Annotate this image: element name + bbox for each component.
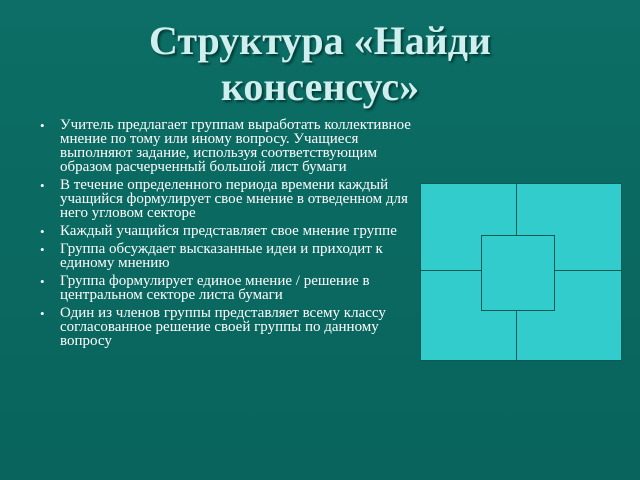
bullet-item (40, 306, 424, 348)
bullet-icon: • (40, 178, 45, 193)
bullet-item (40, 178, 424, 220)
bullet-icon: • (40, 224, 45, 239)
title-line-2: консенсус» (220, 64, 420, 109)
bullet-item (40, 118, 424, 174)
sheet-center-sector (481, 235, 555, 311)
bullet-list (40, 118, 424, 352)
bullet-icon: • (40, 306, 45, 321)
consensus-sheet-diagram (420, 183, 622, 361)
bullet-text: Учитель предлагает группам выработать коллективное мнение по тому или иному вопросу. Учащиеся выполняют задание, используя соответствующим образом расчерченный большой лист бумаги (60, 117, 411, 175)
slide-title (40, 18, 600, 110)
bullet-item (40, 274, 424, 302)
bullet-text: Группа формулирует единое мнение / решение в центральном секторе листа бумаги (60, 273, 370, 303)
bullet-text: Каждый учащийся представляет свое мнение группе (60, 223, 397, 239)
bullet-text: Группа обсуждает высказанные идеи и приходит к единому мнению (60, 241, 383, 271)
bullet-item (40, 242, 424, 270)
title-line-1: Структура «Найди (148, 18, 492, 63)
bullet-item (40, 224, 424, 238)
bullet-icon: • (40, 118, 45, 133)
bullet-text: Один из членов группы представляет всему классу согласованное решение своей группы по данному вопросу (60, 305, 386, 349)
bullet-text: В течение определенного периода времени каждый учащийся формулирует свое мнение в отведенном для него угловом секторе (60, 177, 408, 221)
bullet-icon: • (40, 274, 45, 289)
bullet-icon: • (40, 242, 45, 257)
